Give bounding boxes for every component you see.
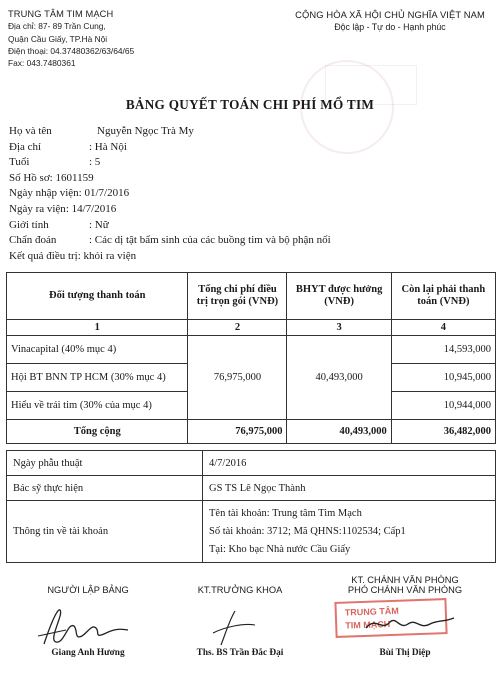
office-signature bbox=[360, 608, 460, 638]
total-label: Tổng cộng bbox=[7, 420, 188, 444]
record-row bbox=[9, 171, 331, 187]
col-number-3: 3 bbox=[287, 320, 391, 336]
patient-address-row bbox=[9, 140, 331, 156]
head-role: KT.TRƯỞNG KHOA bbox=[197, 585, 283, 595]
account-details bbox=[203, 501, 496, 563]
surgery-date-label: Ngày phẫu thuật bbox=[7, 451, 203, 476]
diagnosis-label: Chẩn đoán bbox=[9, 234, 57, 247]
doctor-label: Bác sỹ thực hiện bbox=[7, 476, 203, 501]
admit-date: : 01/7/2016 bbox=[78, 187, 130, 200]
preparer-signature bbox=[30, 600, 140, 650]
gender-label: Giới tính bbox=[9, 218, 49, 231]
total-row bbox=[7, 420, 496, 444]
preparer-role: NGƯỜI LẬP BẢNG bbox=[47, 585, 129, 595]
header-insurance: BHYT được hưởng (VNĐ) bbox=[287, 273, 391, 320]
discharge-label: Ngày ra viện bbox=[9, 202, 66, 215]
result-row bbox=[9, 249, 331, 265]
header-remaining: Còn lại phải thanh toán (VNĐ) bbox=[391, 273, 495, 320]
diagnosis: : Các dị tật bẩm sinh của các buồng tim và bộ phận nối bbox=[89, 234, 331, 247]
col-number-2: 2 bbox=[188, 320, 287, 336]
document-title: BẢNG QUYẾT TOÁN CHI PHÍ MỔ TIM bbox=[125, 97, 375, 112]
remaining-cell: 10,944,000 bbox=[391, 392, 495, 420]
merged-total-cost: 76,975,000 bbox=[188, 336, 287, 420]
doctor-name: GS TS Lê Ngọc Thành bbox=[203, 476, 496, 501]
org-fax: Fax: 043.7480361 bbox=[8, 58, 76, 69]
gender-row bbox=[9, 218, 331, 234]
details-table bbox=[6, 450, 496, 563]
head-signature bbox=[195, 605, 285, 650]
column-number-row bbox=[7, 320, 496, 336]
head-name-block bbox=[170, 648, 310, 658]
patient-age-row bbox=[9, 155, 331, 171]
diagnosis-row bbox=[9, 233, 331, 249]
patient-info bbox=[9, 124, 331, 264]
patient-address: : Hà Nội bbox=[89, 140, 127, 153]
national-header bbox=[290, 8, 490, 34]
header-payer: Đối tượng thanh toán bbox=[7, 273, 188, 320]
remaining-cell: 10,945,000 bbox=[391, 364, 495, 392]
total-cost: 76,975,000 bbox=[188, 420, 287, 444]
account-bank: Tại: Kho bạc Nhà nước Cầu Giấy bbox=[209, 543, 351, 555]
record-number: : 1601159 bbox=[49, 171, 94, 184]
org-name: TRUNG TÂM TIM MẠCH bbox=[8, 9, 114, 19]
org-address: Địa chỉ: 87- 89 Trần Cung, bbox=[8, 21, 106, 32]
patient-name-label: Họ và tên bbox=[9, 125, 52, 137]
account-row bbox=[7, 501, 496, 563]
merged-insurance: 40,493,000 bbox=[287, 336, 391, 420]
discharge-row bbox=[9, 202, 331, 218]
org-district: Quận Cầu Giấy, TP.Hà Nội bbox=[8, 33, 108, 44]
organization-block bbox=[8, 8, 134, 69]
remaining-cell: 14,593,000 bbox=[391, 336, 495, 364]
discharge-date: : 14/7/2016 bbox=[65, 202, 117, 215]
header-total-cost: Tổng chi phí điều trị trọn gói (VNĐ) bbox=[188, 273, 287, 320]
col-number-4: 4 bbox=[391, 320, 495, 336]
preparer-name: Giang Anh Hương bbox=[51, 648, 125, 658]
head-signature-block bbox=[170, 585, 310, 595]
doctor-row bbox=[7, 476, 496, 501]
office-name-block bbox=[315, 648, 495, 658]
record-label: Số Hồ sơ bbox=[9, 171, 50, 184]
total-insurance: 40,493,000 bbox=[287, 420, 391, 444]
surgery-date-row bbox=[7, 451, 496, 476]
patient-name-row bbox=[9, 124, 331, 140]
gender: : Nữ bbox=[89, 218, 109, 231]
result: : khỏi ra viện bbox=[77, 249, 137, 262]
patient-address-label: Địa chỉ bbox=[9, 140, 42, 153]
payer-cell: Vinacapital (40% mục 4) bbox=[7, 336, 188, 364]
payment-table bbox=[6, 272, 496, 444]
payer-cell: Hội BT BNN TP HCM (30% mục 4) bbox=[7, 364, 188, 392]
payer-cell: Hiểu về trái tim (30% của mục 4) bbox=[7, 392, 188, 420]
total-remaining: 36,482,000 bbox=[391, 420, 495, 444]
surgery-date: 4/7/2016 bbox=[203, 451, 496, 476]
account-label: Thông tin về tài khoản bbox=[7, 501, 203, 563]
nation-motto: Độc lập - Tự do - Hạnh phúc bbox=[334, 22, 446, 32]
table-header-row bbox=[7, 273, 496, 320]
col-number-1: 1 bbox=[7, 320, 188, 336]
account-number: Số tài khoản: 3712; Mã QHNS:1102534; Cấp1 bbox=[209, 525, 406, 537]
office-role-1: KT. CHÁNH VĂN PHÒNG bbox=[351, 575, 459, 585]
office-role-2: PHÓ CHÁNH VĂN PHÒNG bbox=[347, 585, 463, 595]
preparer-name-block bbox=[18, 648, 158, 658]
stamp-line-1: TRUNG TÂM bbox=[344, 605, 399, 618]
office-name: Bùi Thị Diệp bbox=[379, 648, 431, 658]
patient-age-label: Tuổi bbox=[9, 156, 30, 169]
stamp-line-2: TIM MẠCH bbox=[345, 619, 391, 631]
office-signature-block bbox=[315, 575, 495, 595]
nation-title: CỘNG HÒA XÃ HỘI CHỦ NGHĨA VIỆT NAM bbox=[295, 9, 485, 20]
patient-name: Nguyễn Ngọc Trà My bbox=[97, 125, 194, 137]
table-row bbox=[7, 336, 496, 364]
preparer-signature-block bbox=[18, 585, 158, 595]
admit-row bbox=[9, 186, 331, 202]
admit-label: Ngày nhập viện bbox=[9, 187, 79, 200]
head-name: Ths. BS Trần Đắc Đại bbox=[196, 648, 284, 658]
account-name: Tên tài khoản: Trung tâm Tim Mạch bbox=[209, 507, 362, 519]
org-phone: Điện thoại: 04.37480362/63/64/65 bbox=[8, 45, 135, 56]
result-label: Kết quả điều trị bbox=[9, 249, 78, 262]
patient-age: : 5 bbox=[89, 156, 101, 169]
